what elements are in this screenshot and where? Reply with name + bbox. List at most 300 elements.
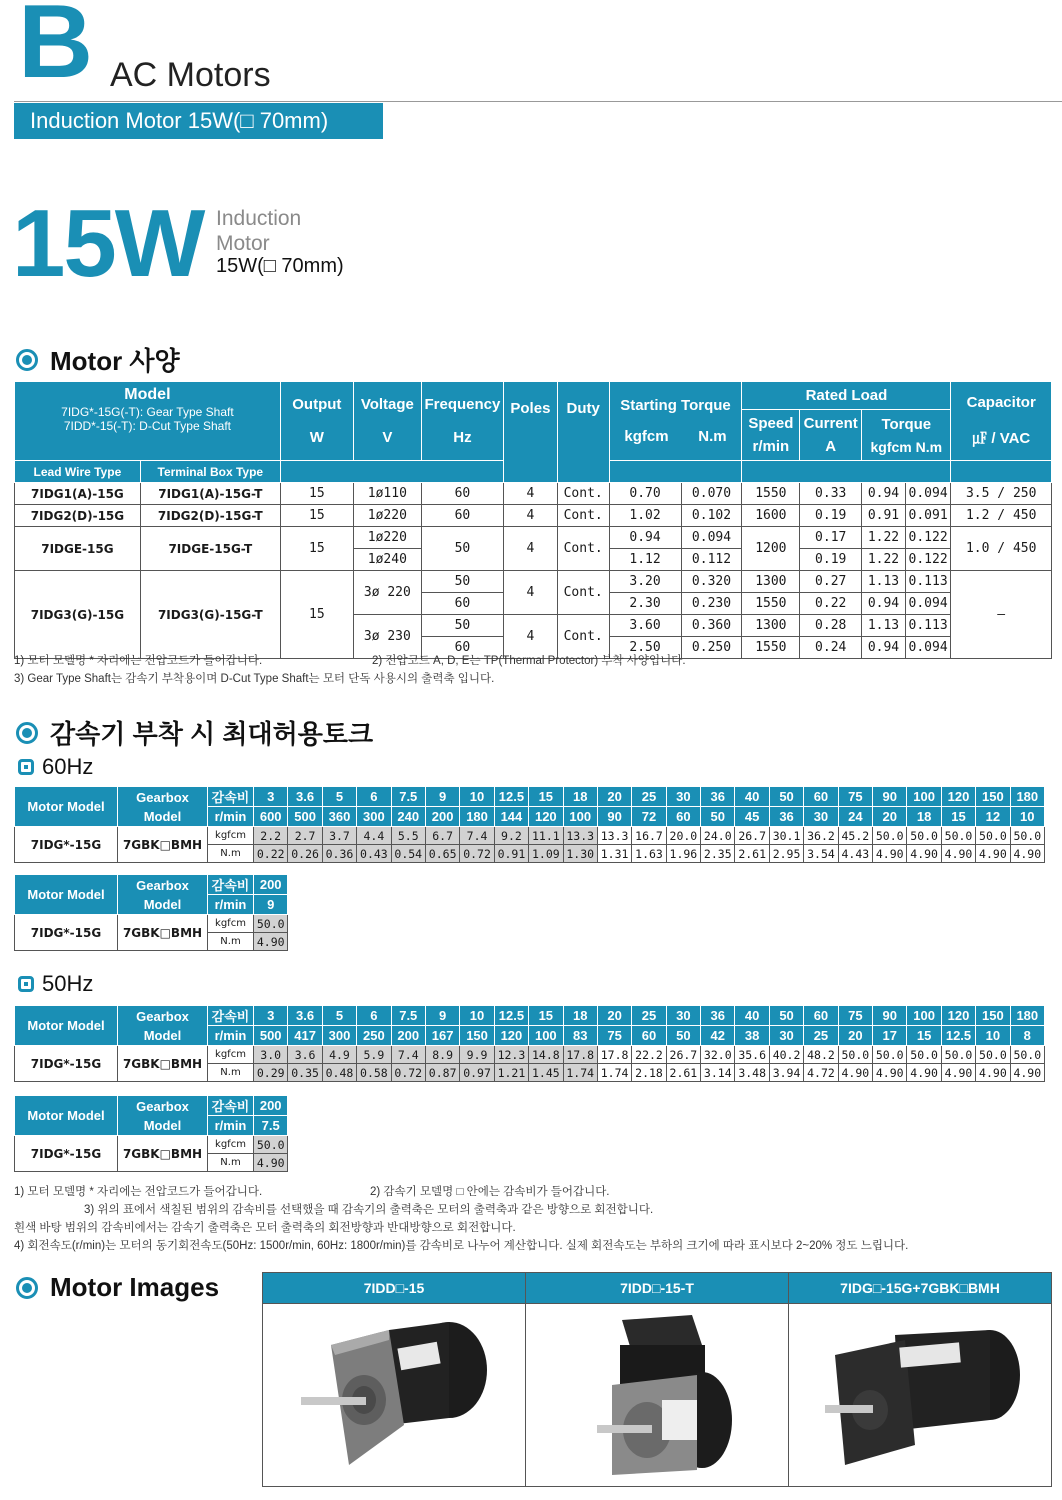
ratio-cell: 5 — [322, 1006, 356, 1026]
torque-kgfcm-cell: 2.2 — [254, 827, 288, 845]
torque-nm-cell: 0.26 — [288, 845, 322, 863]
torque-kgfcm-cell: 5.9 — [357, 1046, 391, 1064]
torque-nm-cell: 1.63 — [632, 845, 666, 863]
torque-kgfcm-cell: 36.2 — [804, 827, 838, 845]
cell: 7IDG3(G)-15G — [15, 571, 141, 659]
cell: 0.094 — [905, 483, 951, 505]
rmin-cell: 167 — [425, 1026, 459, 1046]
torque-nm-cell: 4.90 — [941, 845, 975, 863]
ratio-cell: 18 — [563, 787, 597, 807]
cell: 4 — [504, 527, 558, 571]
ratio-cell: 6 — [357, 1006, 391, 1026]
gear-note-1: 1) 모터 모델명 * 자리에는 전압코드가 들어갑니다. — [14, 1186, 263, 1198]
output-label: Output — [292, 396, 342, 413]
torque-nm-cell: 4.90 — [873, 845, 907, 863]
torque-nm-cell: 0.36 — [322, 845, 356, 863]
torque-nm-cell: 2.95 — [769, 845, 803, 863]
cell: 0.94 — [862, 637, 906, 659]
motor-model-header: Motor Model — [15, 875, 118, 915]
cell: 0.094 — [905, 593, 951, 615]
rmin-label: r/min — [208, 1026, 254, 1046]
rmin-cell: 30 — [804, 807, 838, 827]
ratio-cell: 15 — [529, 787, 563, 807]
cell: 7IDG2(D)-15G-T — [140, 505, 280, 527]
rmin-cell: 12 — [976, 807, 1010, 827]
rmin-cell: 38 — [735, 1026, 769, 1046]
voltage-header — [353, 382, 421, 461]
torque-nm-cell: 1.74 — [563, 1064, 597, 1082]
torque-kgfcm-cell: 3.6 — [288, 1046, 322, 1064]
torque-kgfcm-cell: 26.7 — [735, 827, 769, 845]
image-title-2: 7IDD□-15-T — [526, 1273, 789, 1304]
torque-kgfcm-cell: 16.7 — [632, 827, 666, 845]
cell: 1550 — [742, 637, 800, 659]
cell: 50 — [421, 615, 503, 637]
cell: 50 — [421, 527, 503, 571]
ratio-cell: 15 — [529, 1006, 563, 1026]
spec-note-1: 1) 모터 모델명 * 자리에는 전압코드가 들어갑니다. — [14, 655, 263, 667]
gearbox-model-header — [118, 1096, 208, 1136]
torque-kgfcm-cell: 45.2 — [838, 827, 872, 845]
cell: 60 — [421, 505, 503, 527]
torque-nm-cell: 2.61 — [666, 1064, 700, 1082]
motor-model-header: Motor Model — [15, 1006, 118, 1046]
cell: 60 — [421, 593, 503, 615]
ratio-cell: 9 — [425, 1006, 459, 1026]
ratio-cell: 6 — [357, 787, 391, 807]
torque-nm-cell: 1.09 — [529, 845, 563, 863]
ratio-cell: 3.6 — [288, 787, 322, 807]
spec-note-3: 3) Gear Type Shaft는 감속기 부착용이며 D-Cut Type Shaft는 모터 단독 사용시의 출력축 입니다. — [14, 673, 495, 685]
speed-header — [742, 410, 800, 461]
rmin-cell: 200 — [425, 807, 459, 827]
torque-kgfcm-cell: 11.1 — [529, 827, 563, 845]
torque-kgfcm-cell: 50.0 — [976, 1046, 1010, 1064]
rmin-cell: 15 — [941, 807, 975, 827]
gearbox-model-header — [118, 787, 208, 827]
gear-table-60 — [14, 786, 1045, 863]
torque-nm-cell: 0.54 — [391, 845, 425, 863]
ratio-cell: 9 — [425, 787, 459, 807]
cell: 3ø 220 — [353, 571, 421, 615]
ratio-cell: 150 — [976, 1006, 1010, 1026]
ratio-cell: 12.5 — [494, 787, 528, 807]
cell: 0.24 — [800, 637, 862, 659]
torque-kgfcm-cell: 20.0 — [666, 827, 700, 845]
product-tab: Induction Motor 15W(□ 70mm) — [14, 103, 383, 139]
cell: Cont. — [557, 505, 609, 527]
square-bullet-icon — [18, 759, 34, 775]
torque-nm-cell: 1.30 — [563, 845, 597, 863]
cell: 0.094 — [905, 637, 951, 659]
torque-nm-cell: 0.48 — [322, 1064, 356, 1082]
capacitor-unit: ㎌ / VAC — [972, 430, 1031, 447]
rmin-cell: 7.5 — [254, 1116, 288, 1136]
rmin-cell: 100 — [529, 1026, 563, 1046]
lead-wire-header: Lead Wire Type — [15, 461, 141, 483]
rmin-cell: 72 — [632, 807, 666, 827]
nm-unit: N.m — [208, 933, 254, 951]
gearbox-label: Gearbox — [136, 877, 189, 893]
cell: 0.94 — [862, 593, 906, 615]
torque-kgfcm-cell: 50.0 — [976, 827, 1010, 845]
torque-kgfcm-cell: 50.0 — [941, 1046, 975, 1064]
section-letter: B — [18, 0, 94, 100]
frequency-unit: Hz — [453, 429, 472, 446]
cell: 0.28 — [800, 615, 862, 637]
torque-header — [862, 410, 951, 461]
hz50-heading — [18, 971, 93, 997]
torque-kgfcm-cell: 9.2 — [494, 827, 528, 845]
torque-kgfcm-cell: 50.0 — [907, 827, 941, 845]
torque-nm-cell: 4.43 — [838, 845, 872, 863]
torque-nm-cell: 4.90 — [941, 1064, 975, 1082]
hero-power: 15W — [12, 190, 204, 297]
rmin-cell: 50 — [701, 807, 735, 827]
cell: 4 — [504, 615, 558, 659]
torque-nm-cell: 4.90 — [1010, 1064, 1044, 1082]
terminal-box-header: Terminal Box Type — [140, 461, 280, 483]
ratio-cell: 120 — [941, 1006, 975, 1026]
torque-nm-cell: 3.48 — [735, 1064, 769, 1082]
gearbox-model-cell: 7GBK□BMH — [118, 827, 208, 863]
cell: 7IDG3(G)-15G-T — [140, 571, 280, 659]
rmin-cell: 36 — [769, 807, 803, 827]
cell: 4 — [504, 571, 558, 615]
ratio-cell: 200 — [254, 1096, 288, 1116]
gear-note-2: 2) 감속기 모델명 □ 안에는 감속비가 들어갑니다. — [370, 1186, 610, 1198]
kgfcm-unit: kgfcm — [208, 915, 254, 933]
torque-kgfcm-cell: 13.3 — [597, 827, 631, 845]
ratio-cell: 5 — [322, 787, 356, 807]
frequency-label: Frequency — [424, 396, 501, 413]
cell: 60 — [421, 637, 503, 659]
cell: 15 — [280, 483, 353, 505]
cell: 0.230 — [681, 593, 742, 615]
cell: 2.30 — [609, 593, 681, 615]
torque-nm-cell: 1.45 — [529, 1064, 563, 1082]
motor-model-cell: 7IDG*-15G — [15, 915, 118, 951]
rmin-cell: 360 — [322, 807, 356, 827]
rmin-cell: 60 — [632, 1026, 666, 1046]
rated-load-header: Rated Load — [742, 382, 951, 410]
rmin-cell: 9 — [254, 895, 288, 915]
torque-kgfcm-cell: 50.0 — [254, 915, 288, 933]
table-row — [15, 505, 1052, 527]
cell: 0.112 — [681, 549, 742, 571]
cell: 0.91 — [862, 505, 906, 527]
rmin-cell: 30 — [769, 1026, 803, 1046]
ratio-cell: 3.6 — [288, 1006, 322, 1026]
motor-model-header: Motor Model — [15, 1096, 118, 1136]
torque-nm-cell: 3.54 — [804, 845, 838, 863]
gearbox-model-label: Model — [143, 1117, 182, 1133]
rmin-cell: 240 — [391, 807, 425, 827]
torque-kgfcm-cell: 2.7 — [288, 827, 322, 845]
cell: 0.250 — [681, 637, 742, 659]
ratio-cell: 50 — [769, 1006, 803, 1026]
current-label: Current — [803, 415, 858, 432]
torque-nm-cell: 0.87 — [425, 1064, 459, 1082]
torque-nm-cell: 4.90 — [254, 1154, 288, 1172]
page-title: AC Motors — [110, 56, 271, 94]
ratio-cell: 150 — [976, 787, 1010, 807]
motor-model-cell: 7IDG*-15G — [15, 1046, 118, 1082]
cell: Cont. — [557, 483, 609, 505]
torque-kgfcm-cell: 48.2 — [804, 1046, 838, 1064]
torque-kgfcm-cell: 50.0 — [907, 1046, 941, 1064]
torque-nm-cell: 4.90 — [838, 1064, 872, 1082]
torque-nm-cell: 0.43 — [357, 845, 391, 863]
cell: Cont. — [557, 527, 609, 571]
cell: 7IDG2(D)-15G — [15, 505, 141, 527]
cell: 1300 — [742, 615, 800, 637]
cell: 7IDG1(A)-15G — [15, 483, 141, 505]
rmin-cell: 10 — [976, 1026, 1010, 1046]
rmin-cell: 90 — [597, 807, 631, 827]
torque-nm-cell: 4.90 — [907, 845, 941, 863]
gearbox-model-label: Model — [143, 896, 182, 912]
cell: 0.113 — [905, 571, 951, 593]
cell: 1.13 — [862, 571, 906, 593]
ratio-cell: 7.5 — [391, 1006, 425, 1026]
torque-nm-cell: 2.61 — [735, 845, 769, 863]
torque-kgfcm-cell: 6.7 — [425, 827, 459, 845]
hz60-label: 60Hz — [42, 754, 94, 779]
cell: 3.20 — [609, 571, 681, 593]
torque-kgfcm-cell: 13.3 — [563, 827, 597, 845]
cell: Cont. — [557, 571, 609, 615]
ratio-cell: 120 — [941, 787, 975, 807]
cell: 0.33 — [800, 483, 862, 505]
motor-model-cell: 7IDG*-15G — [15, 1136, 118, 1172]
cell: 3.60 — [609, 615, 681, 637]
ratio-cell: 200 — [254, 875, 288, 895]
cell: 7IDGE-15G — [15, 527, 141, 571]
cell: 0.27 — [800, 571, 862, 593]
output-header — [280, 382, 353, 461]
capacitor-label: Capacitor — [966, 394, 1036, 411]
table-row — [15, 483, 1052, 505]
cell: 3ø 230 — [353, 615, 421, 659]
cell: 0.22 — [800, 593, 862, 615]
cell: 1300 — [742, 571, 800, 593]
table-row — [15, 571, 1052, 593]
torque-nm-cell: 4.90 — [873, 1064, 907, 1082]
torque-nm-cell: 2.18 — [632, 1064, 666, 1082]
hero-line1: Induction — [216, 207, 302, 230]
cell: 0.070 — [681, 483, 742, 505]
torque-nm-cell: 0.72 — [460, 845, 494, 863]
gearbox-label: Gearbox — [136, 1098, 189, 1114]
voltage-unit: V — [382, 429, 393, 446]
torque-nm-cell: 0.29 — [254, 1064, 288, 1082]
motor-model-header: Motor Model — [15, 787, 118, 827]
motor-model-cell: 7IDG*-15G — [15, 827, 118, 863]
ratio-cell: 10 — [460, 1006, 494, 1026]
target-icon — [16, 722, 38, 744]
motor-image-terminal — [526, 1304, 789, 1487]
motor-image-gear — [789, 1304, 1052, 1487]
current-header — [800, 410, 862, 461]
torque-nm-cell: 4.90 — [907, 1064, 941, 1082]
hero-line3: 15W(□ 70mm) — [216, 255, 344, 277]
cell: 1.13 — [862, 615, 906, 637]
gearbox-model-cell: 7GBK□BMH — [118, 1136, 208, 1172]
torque-nm-cell: 0.97 — [460, 1064, 494, 1082]
torque-nm-cell: 4.90 — [254, 933, 288, 951]
rmin-cell: 50 — [666, 1026, 700, 1046]
cell: 4 — [504, 505, 558, 527]
torque-kgfcm-cell: 24.0 — [701, 827, 735, 845]
rmin-cell: 20 — [873, 807, 907, 827]
ratio-cell: 60 — [804, 787, 838, 807]
torque-kgfcm-cell: 17.8 — [597, 1046, 631, 1064]
ratio-cell: 75 — [838, 1006, 872, 1026]
torque-nm-cell: 0.65 — [425, 845, 459, 863]
cell: 50 — [421, 571, 503, 593]
ratio-cell: 100 — [907, 787, 941, 807]
torque-kgfcm-cell: 40.2 — [769, 1046, 803, 1064]
torque-nm-cell: 0.35 — [288, 1064, 322, 1082]
kgfcm-unit: kgfcm — [208, 1046, 254, 1064]
st-nm: N.m — [698, 428, 727, 445]
spec-table — [14, 381, 1052, 659]
torque-nm-cell: 1.21 — [494, 1064, 528, 1082]
starting-torque-units — [610, 428, 742, 445]
model-label: Model — [124, 386, 171, 403]
torque-kgfcm-cell: 50.0 — [254, 1136, 288, 1154]
rmin-cell: 500 — [254, 1026, 288, 1046]
ratio-cell: 20 — [597, 1006, 631, 1026]
rmin-label: r/min — [208, 1116, 254, 1136]
rmin-cell: 10 — [1010, 807, 1044, 827]
cell: 0.094 — [681, 527, 742, 549]
rmin-cell: 75 — [597, 1026, 631, 1046]
cell: 0.70 — [609, 483, 681, 505]
torque-kgfcm-cell: 50.0 — [873, 1046, 907, 1064]
cell: 1ø220 — [353, 527, 421, 549]
torque-kgfcm-cell: 5.5 — [391, 827, 425, 845]
motor-dcut-illustration — [279, 1305, 509, 1480]
model-note-2: 7IDD*-15(-T): D-Cut Type Shaft — [63, 419, 231, 433]
hero-line2: Motor — [216, 232, 270, 255]
ratio-cell: 25 — [632, 1006, 666, 1026]
torque-kgfcm-cell: 7.4 — [460, 827, 494, 845]
torque-kgfcm-cell: 50.0 — [873, 827, 907, 845]
torque-nm-cell: 0.91 — [494, 845, 528, 863]
cell: 1.12 — [609, 549, 681, 571]
cell: 1.02 — [609, 505, 681, 527]
ratio-cell: 90 — [873, 1006, 907, 1026]
gear-table-50 — [14, 1005, 1045, 1082]
cell: 0.17 — [800, 527, 862, 549]
torque-kgfcm-cell: 14.8 — [529, 1046, 563, 1064]
cell: 0.94 — [862, 483, 906, 505]
rmin-cell: 25 — [804, 1026, 838, 1046]
gear-table-50-extra — [14, 1095, 288, 1172]
torque-kgfcm-cell: 50.0 — [1010, 1046, 1044, 1064]
hero-desc — [216, 206, 301, 256]
torque-nm-cell: 4.90 — [976, 1064, 1010, 1082]
rmin-cell: 180 — [460, 807, 494, 827]
model-header — [15, 382, 281, 461]
spec-header-filler — [280, 461, 503, 483]
table-row — [15, 527, 1052, 549]
ratio-cell: 3 — [254, 1006, 288, 1026]
cell: 1ø240 — [353, 549, 421, 571]
ratio-cell: 20 — [597, 787, 631, 807]
ratio-label: 감속비 — [208, 875, 254, 895]
rmin-cell: 417 — [288, 1026, 322, 1046]
torque-kgfcm-cell: 4.9 — [322, 1046, 356, 1064]
torque-kgfcm-cell: 17.8 — [563, 1046, 597, 1064]
rmin-cell: 100 — [563, 807, 597, 827]
ratio-label: 감속비 — [208, 1006, 254, 1026]
motor-gear-illustration — [805, 1305, 1035, 1480]
cell: 1200 — [742, 527, 800, 571]
cell: 15 — [280, 571, 353, 659]
ratio-cell: 100 — [907, 1006, 941, 1026]
ratio-cell: 10 — [460, 787, 494, 807]
image-title-1: 7IDD□-15 — [263, 1273, 526, 1304]
torque-nm-cell: 1.74 — [597, 1064, 631, 1082]
ratio-cell: 12.5 — [494, 1006, 528, 1026]
cell: 7IDG1(A)-15G-T — [140, 483, 280, 505]
nm-unit: N.m — [208, 1154, 254, 1172]
torque-nm-cell: 1.31 — [597, 845, 631, 863]
output-unit: W — [309, 429, 324, 446]
cell: 1ø110 — [353, 483, 421, 505]
st-kgfcm: kgfcm — [624, 428, 669, 445]
gear-table-60-extra — [14, 874, 288, 951]
rmin-cell: 120 — [494, 1026, 528, 1046]
rmin-cell: 60 — [666, 807, 700, 827]
cell: 2.50 — [609, 637, 681, 659]
rmin-cell: 150 — [460, 1026, 494, 1046]
ratio-cell: 36 — [701, 1006, 735, 1026]
cell: 0.122 — [905, 549, 951, 571]
kgfcm-unit: kgfcm — [208, 1136, 254, 1154]
frequency-header — [421, 382, 503, 461]
images-heading-text: Motor Images — [50, 1272, 220, 1302]
ratio-cell: 40 — [735, 787, 769, 807]
speed-label: Speed — [748, 415, 794, 432]
spec-header-filler — [951, 461, 1052, 483]
torque-kgfcm-cell: 50.0 — [838, 1046, 872, 1064]
torque-kgfcm-cell: 4.4 — [357, 827, 391, 845]
gear-heading-text: 감속기 부착 시 최대허용토크 — [50, 719, 374, 749]
images-heading — [16, 1272, 219, 1303]
spec-header-filler — [609, 461, 742, 483]
torque-kgfcm-cell: 26.7 — [666, 1046, 700, 1064]
cell: 1.0 / 450 — [951, 527, 1052, 571]
torque-label: Torque — [881, 415, 932, 433]
rmin-cell: 250 — [357, 1026, 391, 1046]
capacitor-header — [951, 382, 1052, 461]
cell: 1.22 — [862, 527, 906, 549]
rmin-cell: 200 — [391, 1026, 425, 1046]
square-bullet-icon — [18, 976, 34, 992]
rmin-cell: 15 — [907, 1026, 941, 1046]
rmin-cell: 20 — [838, 1026, 872, 1046]
cell: 0.94 — [609, 527, 681, 549]
gearbox-model-cell: 7GBK□BMH — [118, 1046, 208, 1082]
rmin-cell: 8 — [1010, 1026, 1044, 1046]
ratio-cell: 180 — [1010, 787, 1044, 807]
cell: 1ø220 — [353, 505, 421, 527]
motor-terminal-illustration — [542, 1305, 772, 1480]
